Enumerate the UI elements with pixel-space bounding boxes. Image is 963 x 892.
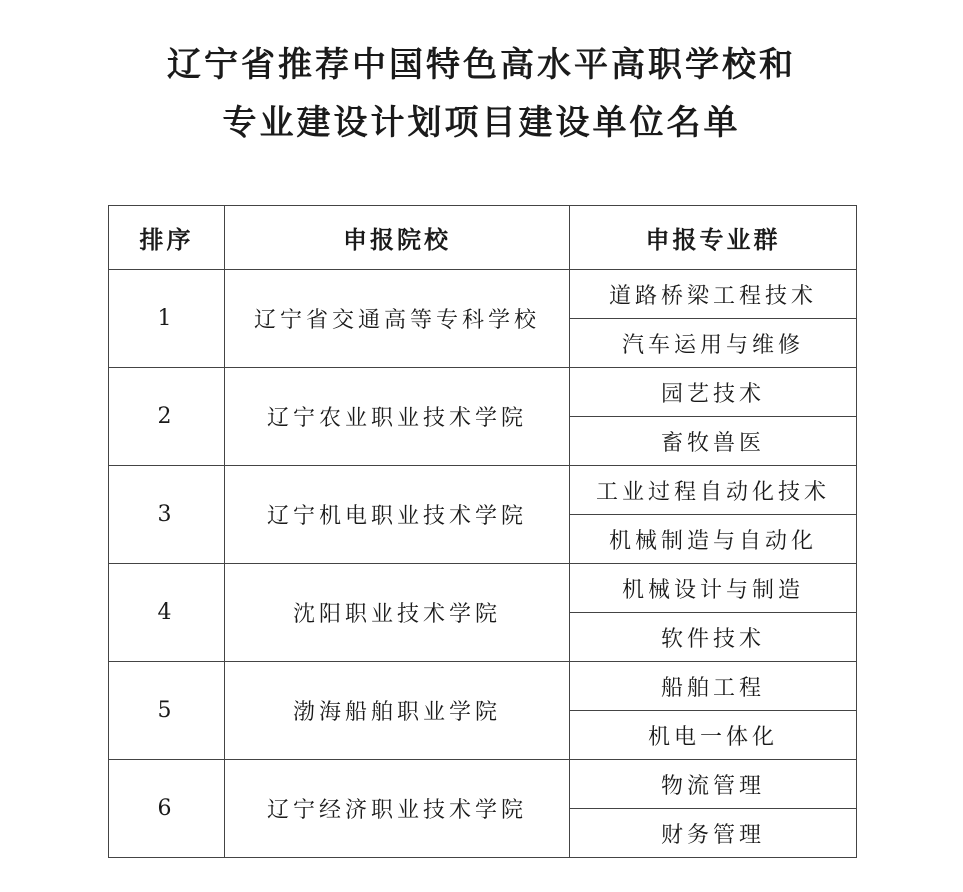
program-group-cell: 物流管理 xyxy=(570,760,857,809)
rank-cell: 2 xyxy=(109,368,225,466)
header-program-group: 申报专业群 xyxy=(570,206,857,270)
table-row xyxy=(109,270,857,319)
rank-cell: 1 xyxy=(109,270,225,368)
table-row xyxy=(109,662,857,711)
program-group-cell: 畜牧兽医 xyxy=(570,417,857,466)
program-group-cell: 机械设计与制造 xyxy=(570,564,857,613)
school-list-table xyxy=(108,205,857,858)
school-cell: 辽宁机电职业技术学院 xyxy=(225,466,570,564)
school-cell: 辽宁经济职业技术学院 xyxy=(225,760,570,858)
table-row xyxy=(109,564,857,613)
header-rank: 排序 xyxy=(109,206,225,270)
rank-cell: 4 xyxy=(109,564,225,662)
program-group-cell: 工业过程自动化技术 xyxy=(570,466,857,515)
program-group-cell: 园艺技术 xyxy=(570,368,857,417)
table-row xyxy=(109,760,857,809)
program-group-cell: 汽车运用与维修 xyxy=(570,319,857,368)
table-row xyxy=(109,466,857,515)
table-header-row xyxy=(109,206,857,270)
table-row xyxy=(109,368,857,417)
school-cell: 沈阳职业技术学院 xyxy=(225,564,570,662)
school-cell: 渤海船舶职业学院 xyxy=(225,662,570,760)
school-cell: 辽宁农业职业技术学院 xyxy=(225,368,570,466)
program-group-cell: 机电一体化 xyxy=(570,711,857,760)
school-cell: 辽宁省交通高等专科学校 xyxy=(225,270,570,368)
header-school: 申报院校 xyxy=(225,206,570,270)
program-group-cell: 道路桥梁工程技术 xyxy=(570,270,857,319)
document-title-line-1: 辽宁省推荐中国特色高水平高职学校和 xyxy=(167,45,796,85)
program-group-cell: 财务管理 xyxy=(570,809,857,858)
rank-cell: 5 xyxy=(109,662,225,760)
rank-cell: 3 xyxy=(109,466,225,564)
document-title-line-2: 专业建设计划项目建设单位名单 xyxy=(222,103,741,143)
rank-cell: 6 xyxy=(109,760,225,858)
program-group-cell: 软件技术 xyxy=(570,613,857,662)
program-group-cell: 船舶工程 xyxy=(570,662,857,711)
program-group-cell: 机械制造与自动化 xyxy=(570,515,857,564)
